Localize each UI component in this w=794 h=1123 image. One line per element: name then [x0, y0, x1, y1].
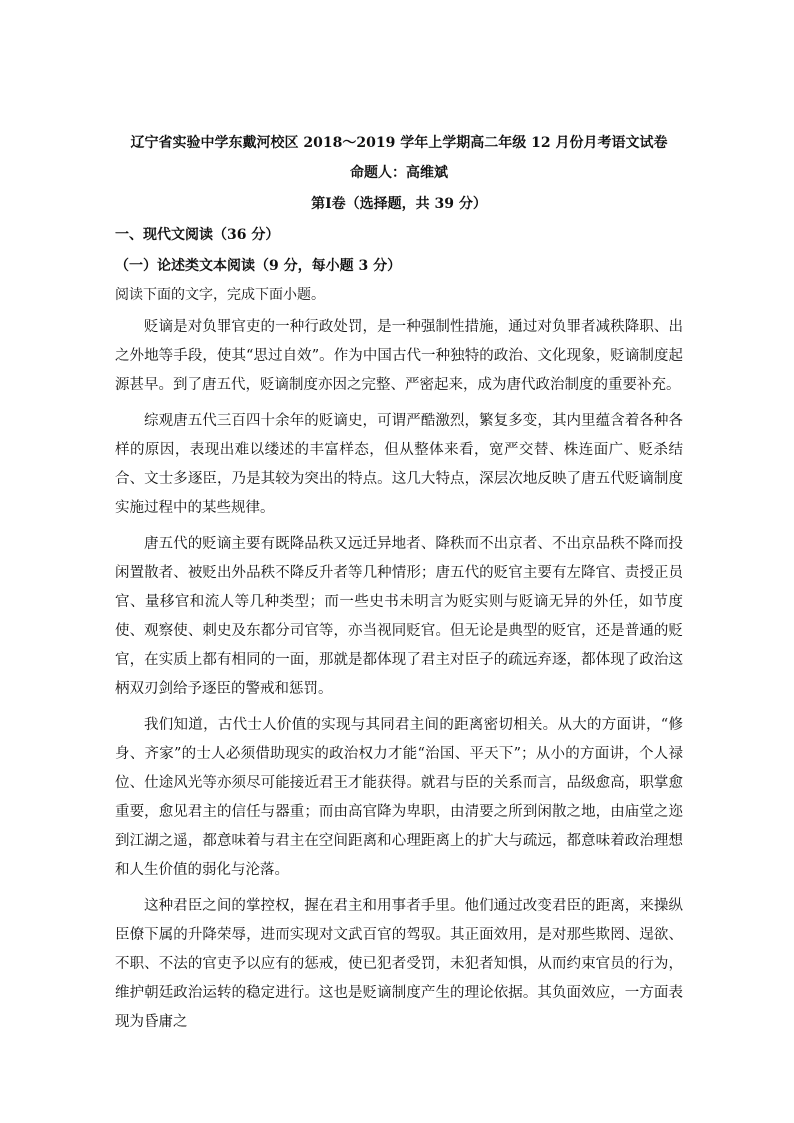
passage-paragraph-3: 唐五代的贬谪主要有既降品秩又远迁异地者、降秩而不出京者、不出京品秩不降而投闲置散者、被贬出外品秩不降反升者等几种情形；唐五代的贬官主要有左降官、责授正员官、量移官和流人等几种类型；而一些史书未明言为贬实则与贬谪无异的外任，如节度使、观察使、刺史及东都分司官等，亦当视同贬官。但无论是典型的贬官，还是普通的贬官，在实质上都有相同的一面，那就是都体现了君主对臣子的疏远弃逐，都体现了政治这柄双刃剑给予逐臣的警戒和惩罚。	[115, 536, 683, 697]
volume-heading: 第Ⅰ卷（选择题，共 39 分）	[311, 196, 487, 212]
passage-paragraph-1: 贬谪是对负罪官吏的一种行政处罚，是一种强制性措施，通过对负罪者减秩降职、出之外地等手段，使其“思过自效”。作为中国古代一种独特的政治、文化现象，贬谪制度起源甚早。到了唐五代，贬谪制度亦因之完整、严密起来，成为唐代政治制度的重要补充。	[115, 319, 683, 393]
exam-author: 命题人：高维斌	[350, 165, 448, 181]
section-heading: 一、现代文阅读（36 分）	[115, 227, 280, 243]
exam-page	[115, 126, 683, 1037]
subsection-heading: （一）论述类文本阅读（9 分，每小题 3 分）	[115, 258, 402, 274]
passage-paragraph-4: 我们知道，古代士人价值的实现与其同君主间的距离密切相关。从大的方面讲，“修身、齐家”的士人必须借助现实的政治权力才能“治国、平天下”；从小的方面讲，个人禄位、仕途风光等亦须尽可能接近君王才能获得。就君与臣的关系而言，品级愈高，职掌愈重要，愈见君主的信任与器重；而由高官降为卑职，由清要之所到闲散之地，由庙堂之迩到江湖之遥，都意味着与君主在空间距离和心理距离上的扩大与疏远，都意味着政治理想和人生价值的弱化与沦落。	[115, 717, 683, 878]
passage-paragraph-5: 这种君臣之间的掌控权，握在君主和用事者手里。他们通过改变君臣的距离，来操纵臣僚下属的升降荣辱，进而实现对文武百官的驾驭。其正面效用，是对那些欺罔、逞欲、不职、不法的官吏予以应有的惩戒，使已犯者受罚，未犯者知惧，从而约束官员的行为，维护朝廷政治运转的稳定进行。这也是贬谪制度产生的理论依据。其负面效应，一方面表现为昏庸之	[115, 898, 683, 1030]
reading-instruction: 阅读下面的文字，完成下面小题。	[115, 287, 325, 303]
exam-title: 辽宁省实验中学东戴河校区 2018～2019 学年上学期高二年级 12 月份月考语文试卷	[130, 135, 668, 151]
passage-paragraph-2: 综观唐五代三百四十余年的贬谪史，可谓严酷激烈，繁复多变，其内里蕴含着各种各样的原因，表现出难以缕述的丰富样态，但从整体来看，宽严交替、株连面广、贬杀结合、文士多逐臣，乃是其较为突出的特点。这几大特点，深层次地反映了唐五代贬谪制度实施过程中的某些规律。	[115, 413, 683, 516]
